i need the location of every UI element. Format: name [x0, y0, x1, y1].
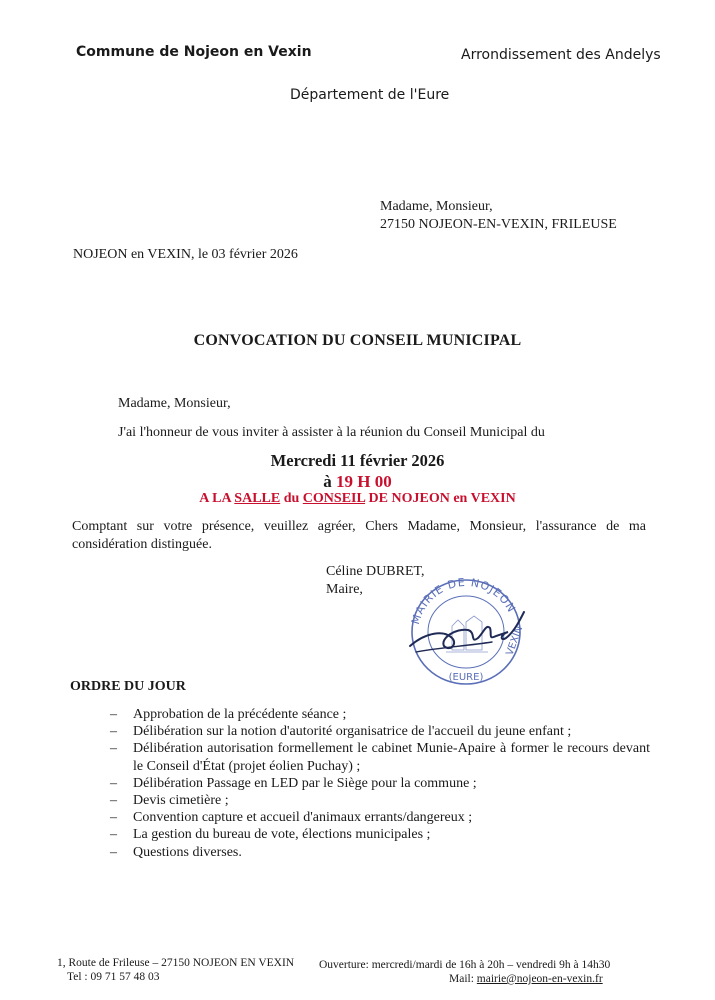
venue-prefix: A LA	[199, 491, 231, 506]
agenda-item-text: La gestion du bureau de vote, élections municipales ;	[133, 827, 431, 843]
venue-suffix: DE NOJEON en VEXIN	[368, 491, 516, 506]
venue-du: du	[283, 491, 300, 506]
meeting-time-value: 19 H 00	[336, 472, 392, 491]
agenda-item	[110, 723, 650, 740]
bullet-dash: –	[110, 707, 117, 722]
stamp-bottom-text: (EURE)	[448, 672, 484, 683]
signatory-name: Céline DUBRET,	[326, 564, 425, 579]
handwritten-signature	[410, 612, 524, 648]
agenda-list	[110, 706, 650, 861]
agenda-heading: ORDRE DU JOUR	[70, 679, 186, 694]
agenda-item	[110, 826, 650, 843]
stamp-top-text: MAIRIE DE NOJEON	[409, 575, 519, 626]
commune-name: Commune de Nojeon en Vexin	[76, 44, 312, 60]
svg-text:MAIRIE DE NOJEON	[409, 576, 518, 626]
agenda-item	[110, 706, 650, 723]
agenda-item	[110, 792, 650, 809]
bullet-dash: –	[110, 844, 117, 860]
meeting-time-prefix: à	[323, 472, 332, 491]
stamp-side-text: VEXIN	[504, 624, 526, 658]
venue-conseil: CONSEIL	[302, 491, 366, 506]
footer-address: 1, Route de Frileuse – 27150 NOJEON EN VEXIN	[57, 957, 295, 969]
bullet-dash: –	[110, 793, 117, 809]
arrondissement: Arrondissement des Andelys	[461, 47, 661, 63]
agenda-item-text: Questions diverses.	[133, 844, 242, 860]
footer-phone: Tel : 09 71 57 48 03	[67, 971, 160, 983]
invitation-text: J'ai l'honneur de vous inviter à assister à la réunion du Conseil Municipal du	[118, 425, 545, 440]
agenda-item	[110, 740, 650, 774]
footer-hours: Ouverture: mercredi/mardi de 16h à 20h – vendredi 9h à 14h30	[319, 959, 611, 971]
salutation: Madame, Monsieur,	[118, 396, 231, 411]
footer-mail-label: Mail:	[449, 973, 474, 985]
departement: Département de l'Eure	[290, 87, 450, 103]
recipient-line-2: 27150 NOJEON-EN-VEXIN, FRILEUSE	[380, 217, 617, 232]
agenda-item-text: Approbation de la précédente séance ;	[133, 707, 347, 722]
closing-paragraph: Comptant sur votre présence, veuillez agréer, Chers Madame, Monsieur, l'assurance de ma considération distinguée.	[72, 519, 646, 552]
agenda-item	[110, 809, 650, 826]
agenda-item	[110, 775, 650, 792]
meeting-venue	[0, 491, 715, 507]
meeting-time	[0, 472, 715, 492]
bullet-dash: –	[110, 724, 117, 740]
bullet-dash: –	[110, 741, 117, 757]
signatory-role: Maire,	[326, 582, 363, 597]
agenda-item-text: Délibération sur la notion d'autorité organisatrice de l'accueil du jeune enfant ;	[133, 724, 572, 740]
recipient-line-1: Madame, Monsieur,	[380, 199, 493, 214]
bullet-dash: –	[110, 810, 117, 826]
official-stamp	[396, 572, 536, 690]
agenda-item-text: Délibération autorisation formellement le cabinet Munie-Apaire à former le recours devant le Conseil d'État (projet éolien Puchay) ;	[133, 741, 650, 774]
footer-mail	[449, 973, 603, 985]
agenda-item	[110, 844, 650, 861]
email-link[interactable]: mairie@nojeon-en-vexin.fr	[476, 973, 603, 985]
venue-salle: SALLE	[234, 491, 281, 506]
agenda-item-text: Convention capture et accueil d'animaux errants/dangereux ;	[133, 810, 473, 826]
agenda-item-text: Délibération Passage en LED par le Siège pour la commune ;	[133, 775, 477, 791]
agenda-item-text: Devis cimetière ;	[133, 793, 229, 809]
page-title: CONVOCATION DU CONSEIL MUNICIPAL	[193, 332, 522, 349]
meeting-date: Mercredi 11 février 2026	[270, 451, 445, 470]
place-date: NOJEON en VEXIN, le 03 février 2026	[73, 247, 298, 262]
bullet-dash: –	[110, 775, 117, 791]
bullet-dash: –	[110, 827, 117, 843]
